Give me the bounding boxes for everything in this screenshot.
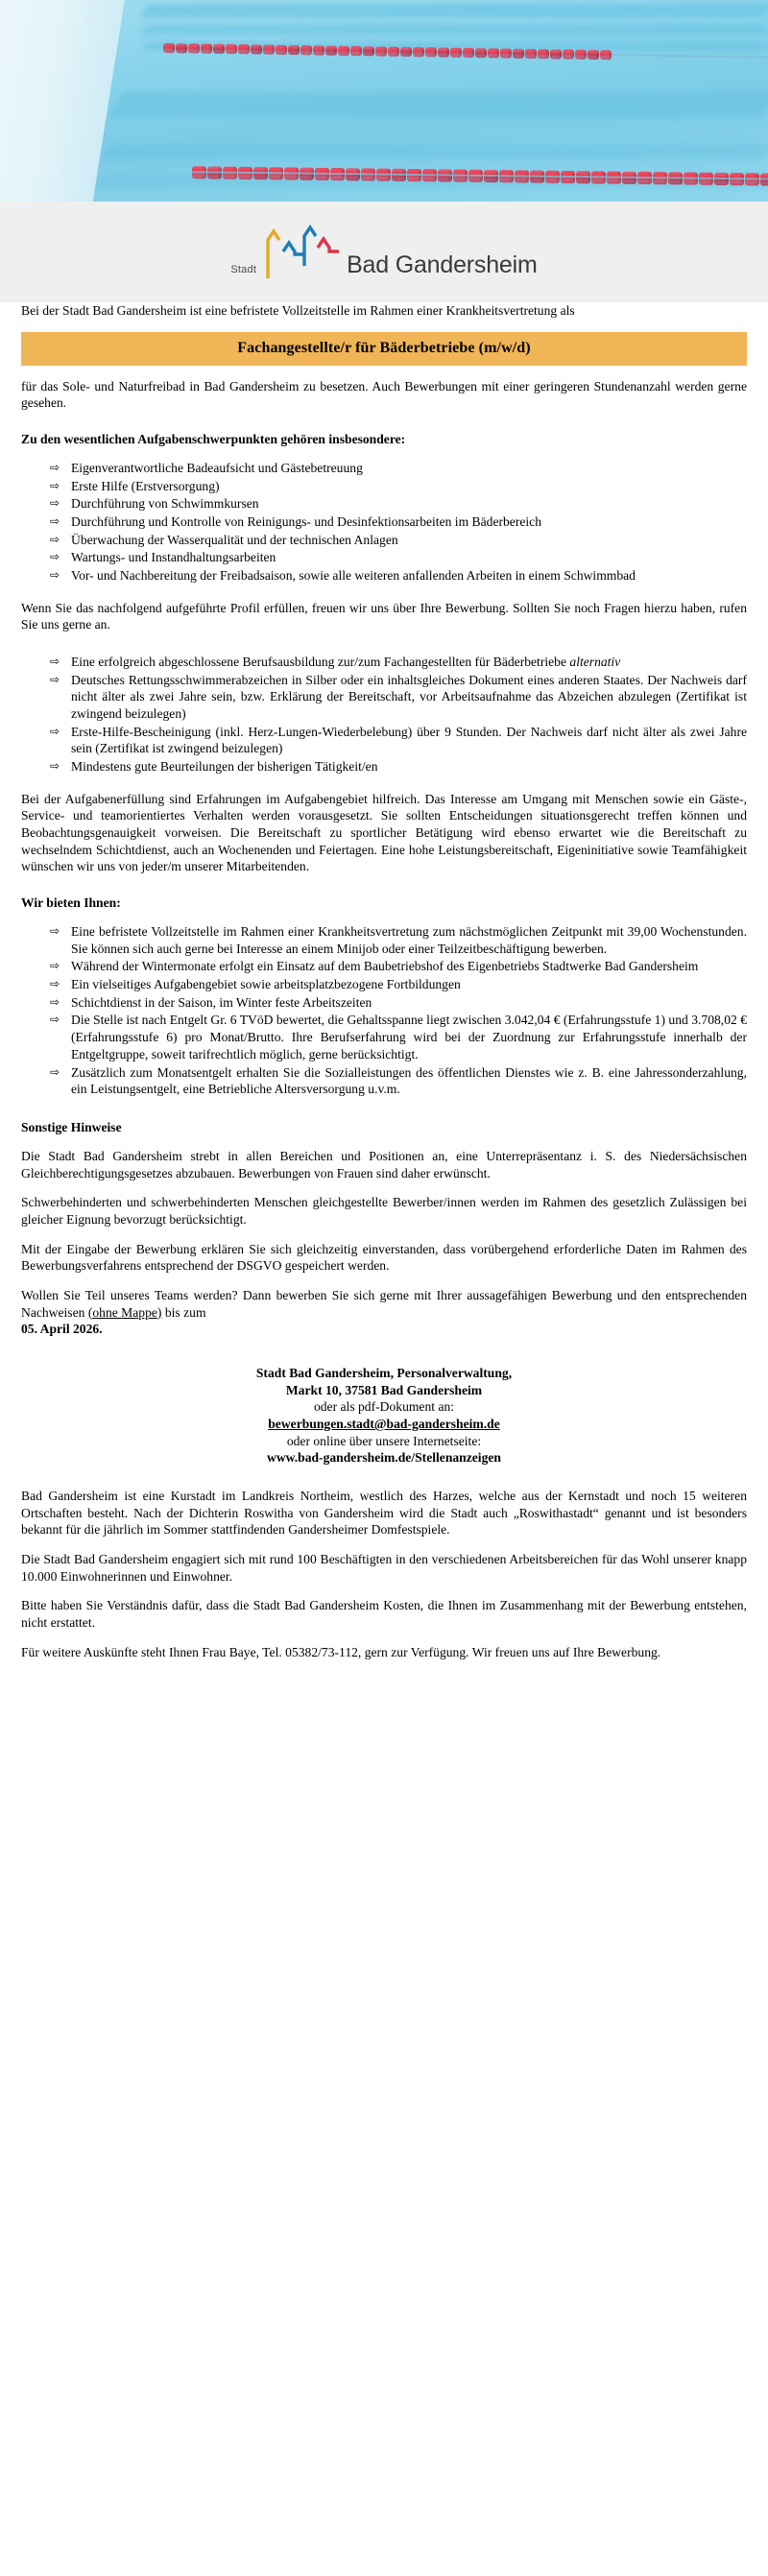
- document-body: [0, 302, 768, 1700]
- list-item-text: Durchführung von Schwimmkursen: [71, 496, 259, 512]
- job-title-banner: Fachangestellte/r für Bäderbetriebe (m/w/d): [21, 332, 747, 366]
- contact-online-label: oder online über unsere Internetseite:: [286, 1433, 482, 1448]
- spacer: [21, 1467, 747, 1488]
- water-band: [108, 92, 768, 117]
- spacer: [21, 776, 747, 791]
- list-item-text: Mindestens gute Beurteilungen der bisherigen Tätigkeit/en: [71, 759, 378, 775]
- list-item: [50, 654, 747, 671]
- application-deadline: 05. April 2026.: [21, 1322, 103, 1337]
- arrow-bullet-icon: ⇨: [50, 759, 60, 774]
- list-item: [50, 758, 747, 775]
- water-band: [102, 144, 768, 159]
- contact-website-link[interactable]: www.bad-gandersheim.de/Stellenanzeigen: [267, 1450, 501, 1466]
- arrow-bullet-icon: ⇨: [50, 724, 60, 738]
- spacer: [21, 1350, 747, 1365]
- cta-text-post: bis zum: [161, 1304, 206, 1320]
- arrow-bullet-icon: ⇨: [50, 568, 60, 583]
- arrow-bullet-icon: ⇨: [50, 924, 60, 939]
- contact-pdf-label: oder als pdf-Dokument an:: [313, 1399, 455, 1415]
- arrow-bullet-icon: ⇨: [50, 461, 60, 475]
- about-paragraph-3: Bitte haben Sie Verständnis dafür, dass die Stadt Bad Gandersheim Kosten, die Ihnen im Zusammenhang mit der Bewerbung entstehen, nicht erstattet.: [21, 1598, 747, 1630]
- list-item-text: Schichtdienst in der Saison, im Winter feste Arbeitszeiten: [71, 994, 372, 1010]
- about-paragraph-2: Die Stadt Bad Gandersheim engagiert sich mit rund 100 Beschäftigten in den verschiedenen Arbeitsbereichen für das Wohl unserer knapp 10.000 Einwohnerinnen und Einwohner.: [21, 1551, 747, 1584]
- arrow-bullet-icon: ⇨: [50, 496, 60, 511]
- list-item: [50, 532, 747, 549]
- pool-hero-image: [0, 0, 768, 202]
- tasks-list: [21, 460, 747, 584]
- list-item: [50, 724, 747, 757]
- pool-deck: [0, 0, 128, 202]
- notes-paragraph-3: Mit der Eingabe der Bewerbung erklären Sie sich gleichzeitig einverstanden, dass vorübergehend erforderliche Daten im Rahmen des Bewerbungsverfahrens entsprechend der DSGVO gespeichert werden.: [21, 1241, 747, 1274]
- logo-wordmark: Bad Gandersheim: [347, 250, 538, 278]
- list-item-text: Erste-Hilfe-Bescheinigung (inkl. Herz-Lungen-Wiederbelebung) über 9 Stunden. Der Nachweis darf nicht älter als zwei Jahre sein (Zertifikat ist zwingend beizulegen): [71, 724, 747, 756]
- list-item: [50, 513, 747, 531]
- list-item-text: Eine befristete Vollzeitstelle im Rahmen einer Krankheitsvertretung zum nächstmöglichen Zeitpunkt mit 39,00 Wochenstunden. Sie können sich auch gerne bei Interesse an einem Minijob oder einer Teilzeitbeschäftigung bewerben.: [71, 924, 747, 956]
- list-item-text: Zusätzlich zum Monatsentgelt erhalten Sie die Sozialleistungen des öffentlichen Dienstes wie z. B. eine Jahressonderzahlung, ein Leistungsentgelt, eine Betriebliche Altersversorgung u.v.m.: [71, 1064, 747, 1097]
- arrow-bullet-icon: ⇨: [50, 977, 60, 991]
- list-item: [50, 1012, 747, 1062]
- list-item: [50, 478, 747, 495]
- call-to-action-paragraph: [21, 1287, 747, 1321]
- intro-paragraph: Bei der Stadt Bad Gandersheim ist eine befristete Vollzeitstelle im Rahmen einer Krankheitsvertretung als: [21, 303, 575, 318]
- arrow-bullet-icon: ⇨: [50, 994, 60, 1009]
- offer-heading: Wir bieten Ihnen:: [21, 895, 121, 911]
- notes-paragraph-2: Schwerbehinderten und schwerbehinderten Menschen gleichgestellte Bewerber/innen werden im Rahmen des gesetzlich Zulässigen bei gleicher Eignung bevorzugt berücksichtigt.: [21, 1195, 747, 1227]
- offer-list: [21, 923, 747, 1098]
- arrow-bullet-icon: ⇨: [50, 1013, 60, 1027]
- notes-paragraph-1: Die Stadt Bad Gandersheim strebt in allen Bereichen und Positionen an, eine Unterrepräsentanz i. S. des Niedersächsischen Gleichberechtigungsgesetzes abzubauen. Bewerbungen von Frauen sind daher erwünscht.: [21, 1148, 747, 1181]
- requirements-list: [21, 654, 747, 775]
- contact-email-link[interactable]: bewerbungen.stadt@bad-gandersheim.de: [268, 1416, 500, 1431]
- list-item: [50, 672, 747, 723]
- water-band: [142, 25, 768, 35]
- list-item: [50, 976, 747, 993]
- profile-intro-paragraph: Wenn Sie das nachfolgend aufgeführte Profil erfüllen, freuen wir uns über Ihre Bewerbung. Sollten Sie noch Fragen hierzu haben, rufen Sie uns gerne an.: [21, 600, 747, 632]
- tasks-heading: Zu den wesentlichen Aufgabenschwerpunkten gehören insbesondere:: [21, 432, 406, 447]
- list-item-emphasis: alternativ: [569, 655, 621, 670]
- list-item-text: Durchführung und Kontrolle von Reinigungs- und Desinfektionsarbeiten im Bäderbereich: [71, 514, 542, 530]
- list-item: [50, 923, 747, 957]
- cta-underlined: (ohne Mappe): [87, 1304, 162, 1320]
- water-band: [141, 4, 768, 17]
- list-item: [50, 1064, 747, 1098]
- list-item-text: Während der Wintermonate erfolgt ein Einsatz auf dem Baubetriebshof des Eigenbetriebs Stadtwerke Bad Gandersheim: [71, 959, 699, 974]
- list-item: [50, 549, 747, 566]
- spacer: [21, 888, 747, 895]
- contact-org-line: Stadt Bad Gandersheim, Personalverwaltung,: [255, 1365, 513, 1380]
- notes-heading: Sonstige Hinweise: [21, 1119, 122, 1134]
- spacer: [21, 585, 747, 600]
- list-item-text: Wartungs- und Instandhaltungsarbeiten: [71, 550, 276, 565]
- contact-block: [21, 1365, 747, 1467]
- gandersheim-rooflines-icon: [262, 223, 341, 282]
- contact-address-line: Markt 10, 37581 Bad Gandersheim: [285, 1382, 483, 1397]
- list-item-text: Eigenverantwortliche Badeaufsicht und Gästebetreuung: [71, 461, 363, 476]
- list-item: [50, 567, 747, 584]
- about-paragraph-4: Für weitere Auskünfte steht Ihnen Frau Baye, Tel. 05382/73-112, gern zur Verfügung. Wir freuen uns auf Ihre Bewerbung.: [21, 1644, 661, 1659]
- list-item-text: Erste Hilfe (Erstversorgung): [71, 478, 220, 493]
- spacer: [21, 1099, 747, 1120]
- about-paragraph-1: Bad Gandersheim ist eine Kurstadt im Landkreis Northeim, westlich des Harzes, welche aus der Kernstadt und noch 15 weiteren Ortschaften besteht. Nach der Dichterin Roswitha von Gandersheim wird die Stadt auch „Roswithastadt“ genannt und ist besonders bekannt für die jährlich im Sommer stattfindenden Gandersheimer Domfestspiele.: [21, 1488, 747, 1538]
- list-item-text: Ein vielseitiges Aufgabengebiet sowie arbeitsplatzbezogene Fortbildungen: [71, 977, 461, 992]
- list-item: [50, 958, 747, 975]
- list-item-text: Überwachung der Wasserqualität und der technischen Anlagen: [71, 532, 398, 547]
- arrow-bullet-icon: ⇨: [50, 532, 60, 546]
- cta-text-pre: Wollen Sie Teil unseres Teams werden? Dann bewerben Sie sich gerne mit Ihrer aussagefähigen Bewerbung und den entsprechenden Nachweisen: [21, 1287, 747, 1320]
- intro-paragraph-2: für das Sole- und Naturfreibad in Bad Gandersheim zu besetzen. Auch Bewerbungen mit einer geringeren Stundenanzahl werden gerne gesehen.: [21, 378, 747, 411]
- arrow-bullet-icon: ⇨: [50, 959, 60, 973]
- list-item: [50, 460, 747, 477]
- logo-band: [0, 202, 768, 302]
- arrow-bullet-icon: ⇨: [50, 655, 60, 669]
- arrow-bullet-icon: ⇨: [50, 514, 60, 529]
- arrow-bullet-icon: ⇨: [50, 1064, 60, 1079]
- arrow-bullet-icon: ⇨: [50, 478, 60, 492]
- spacer: [21, 424, 747, 432]
- list-item-text: Eine erfolgreich abgeschlossene Berufsausbildung zur/zum Fachangestellten für Bäderbetriebe: [71, 655, 570, 670]
- soft-skills-paragraph: Bei der Aufgabenerfüllung sind Erfahrungen im Aufgabengebiet hilfreich. Das Interesse am Umgang mit Menschen sowie ein Gäste-, Service- und teamorientiertes Verhalten werden vorausgesetzt. Sie sollten Entscheidungen situationsgerecht treffen können und Beobachtungsgenauigkeit vorweisen. Die Bereitschaft zu sportlicher Betätigung wird ebenso erwartet wie die Bereitschaft zu wechselndem Schichtdienst, auch an Wochenenden und Feiertagen. Eine hohe Leistungsbereitschaft, Eigeninitiative sowie Teamfähigkeit wünschen wir uns von jeder/m unserer Mitarbeitenden.: [21, 791, 747, 874]
- list-item-text: Die Stelle ist nach Entgelt Gr. 6 TVöD bewertet, die Gehaltsspanne liegt zwischen 3.042,04 € (Erfahrungsstufe 1) und 3.708,02 € (Erfahrungsstufe 6) pro Monat/Brutto. Ihre Berufserfahrung wird bei der Zuordnung zur Erfahrungsstufe innerhalb der Entgeltgruppe, soweit tarifrechtlich möglich, gerne berücksichtigt.: [71, 1013, 747, 1061]
- city-logo: [230, 223, 537, 282]
- spacer: [21, 646, 747, 654]
- list-item-text: Vor- und Nachbereitung der Freibadsaison, sowie alle weiteren anfallenden Arbeiten in einem Schwimmbad: [71, 568, 636, 584]
- logo-stadt-label: Stadt: [230, 263, 257, 275]
- list-item: [50, 994, 747, 1012]
- list-item: [50, 495, 747, 513]
- arrow-bullet-icon: ⇨: [50, 672, 60, 686]
- list-item-text: Deutsches Rettungsschwimmerabzeichen in Silber oder ein inhaltsgleiches Dokument eines anderen Staates. Der Nachweis darf nicht älter als zwei Jahre sein, bzw. Erklärung der Bereitschaft, vor Arbeitsaufnahme das Abzeichen abzulegen (Zertifikat ist zwingend beizulegen): [71, 672, 747, 722]
- arrow-bullet-icon: ⇨: [50, 550, 60, 564]
